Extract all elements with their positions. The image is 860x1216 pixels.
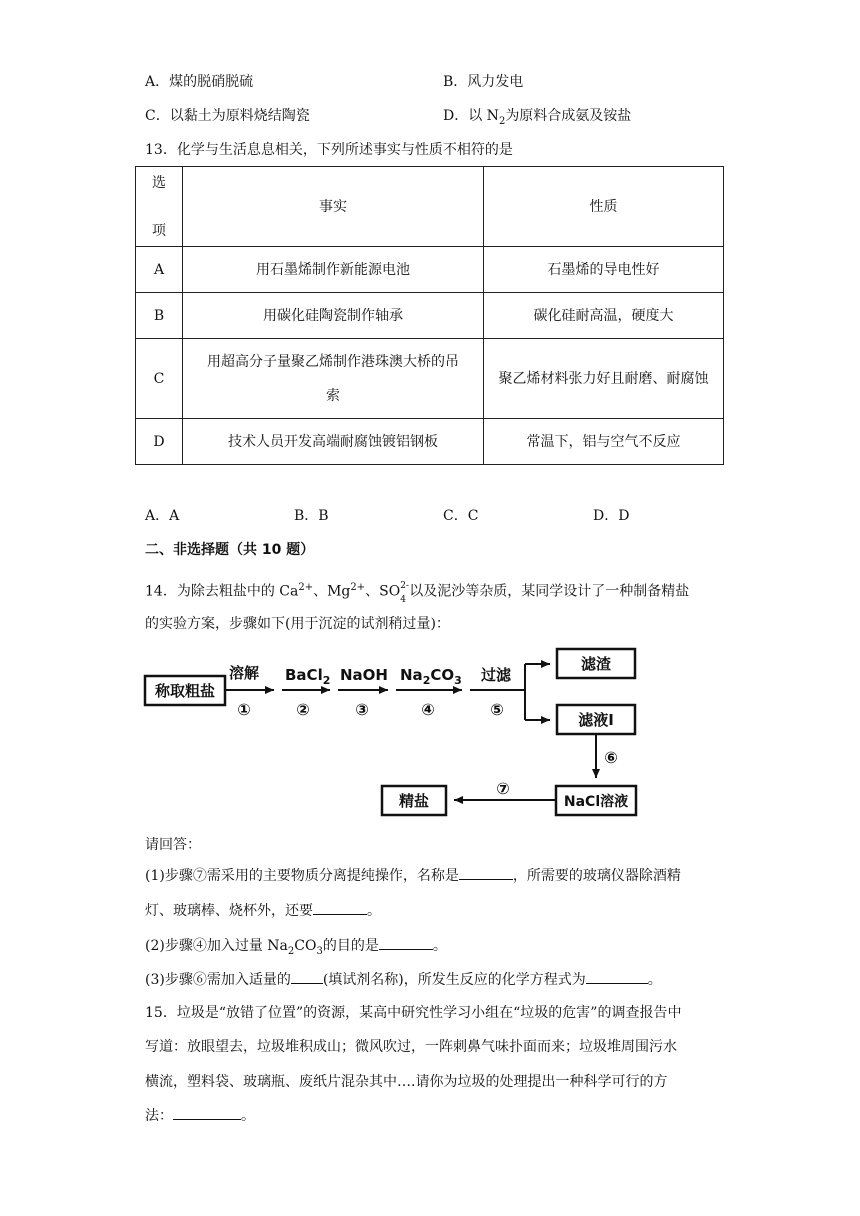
table-row [136, 339, 724, 419]
header-fact: 事实 [183, 167, 484, 247]
table-row [136, 419, 724, 465]
row-option: C [136, 339, 183, 419]
flow-step2-label: BaCl$_2$ [285, 666, 331, 687]
flow-step1-num: ① [237, 700, 251, 719]
q12-option-c: C．以黏土为原料烧结陶瓷 [145, 108, 310, 124]
flow-step5-label: 过滤 [480, 666, 512, 684]
row-fact: 用超高分子量聚乙烯制作港珠澳大桥的吊 索 [183, 339, 484, 419]
q13-answer-a: A．A [145, 508, 180, 524]
row-property: 聚乙烯材料张力好且耐磨、耐腐蚀 [484, 339, 724, 419]
q15-line3: 横流，塑料袋、玻璃瓶、废纸片混杂其中….请你为垃圾的处理提出一种科学可行的方 [145, 1074, 668, 1090]
flow-step7-num: ⑦ [496, 779, 510, 798]
q14-sub1-line2: 灯、玻璃棒、烧杯外，还要 。 [145, 900, 381, 921]
flow-filtrate-label: 滤液I [578, 711, 614, 729]
header-option: 选 项 [136, 167, 183, 247]
row-option: B [136, 293, 183, 339]
flow-start-label: 称取粗盐 [154, 682, 216, 700]
flow-residue-label: 滤渣 [580, 655, 612, 673]
q15-line4: 法： 。 [145, 1105, 255, 1126]
row-fact: 技术人员开发高端耐腐蚀镀铝钢板 [183, 419, 484, 465]
flow-step3-label: NaOH [340, 666, 388, 684]
header-property: 性质 [484, 167, 724, 247]
q13-stem: 13．化学与生活息息相关，下列所述事实与性质不相符的是 [145, 142, 513, 158]
row-option: D [136, 419, 183, 465]
row-option: A [136, 247, 183, 293]
row-property: 常温下，铝与空气不反应 [484, 419, 724, 465]
flow-step3-num: ③ [355, 700, 369, 719]
flow-product-label: 精盐 [398, 792, 430, 810]
flow-step4-num: ④ [421, 700, 435, 719]
flow-step1-label: 溶解 [228, 664, 260, 682]
q14-prompt: 请回答： [145, 837, 201, 853]
flow-diagram [0, 640, 860, 825]
section-title: 二、非选择题（共 10 题） [145, 542, 315, 558]
flow-step2-num: ② [296, 700, 310, 719]
q14-stem-line1: 14．为除去粗盐中的 $Ca^{2+}$、$Mg^{2+}$、SO 2- 4 以及泥沙等杂质，某同学设计了一种制备精盐 [145, 580, 690, 605]
flow-step4-label: $Na_2CO_3$ [400, 666, 462, 687]
flow-nacl-label: NaCl溶液 [563, 794, 629, 810]
q14-stem-line2: 的实验方案，步骤如下(用于沉淀的试剂稍过量)： [145, 616, 450, 632]
q15-line1: 15．垃圾是“放错了位置”的资源，某高中研究性学习小组在“垃圾的危害”的调查报告中 [145, 1005, 682, 1021]
q14-sub2: (2)步骤④加入过量 $Na_2CO_3$的目的是 。 [145, 935, 447, 962]
table-row [136, 293, 724, 339]
q13-answer-d: D．D [593, 508, 630, 524]
q12-option-b: B．风力发电 [443, 74, 524, 90]
row-fact: 用石墨烯制作新能源电池 [183, 247, 484, 293]
flow-step6-num: ⑥ [604, 748, 618, 767]
q13-answer-c: C．C [443, 508, 479, 524]
table-row [136, 247, 724, 293]
q14-sub1-line1: (1)步骤⑦需采用的主要物质分离提纯操作，名称是 ，所需要的玻璃仪器除酒精 [145, 865, 681, 886]
row-property: 碳化硅耐高温，硬度大 [484, 293, 724, 339]
row-fact: 用碳化硅陶瓷制作轴承 [183, 293, 484, 339]
table-header-row [136, 167, 724, 247]
q12-option-d: D．以 $N_2$为原料合成氨及铵盐 [443, 108, 632, 127]
q13-answer-b: B．B [294, 508, 329, 524]
flow-step5-num: ⑤ [490, 700, 504, 719]
row-property: 石墨烯的导电性好 [484, 247, 724, 293]
q14-sub3: (3)步骤⑥需加入适量的 (填试剂名称)，所发生反应的化学方程式为 。 [145, 969, 662, 990]
q12-option-a: A．煤的脱硝脱硫 [145, 74, 254, 90]
q15-line2: 写道：放眼望去，垃圾堆积成山；微风吹过，一阵刺鼻气味扑面而来；垃圾堆周围污水 [145, 1039, 677, 1055]
q13-table [135, 166, 724, 465]
